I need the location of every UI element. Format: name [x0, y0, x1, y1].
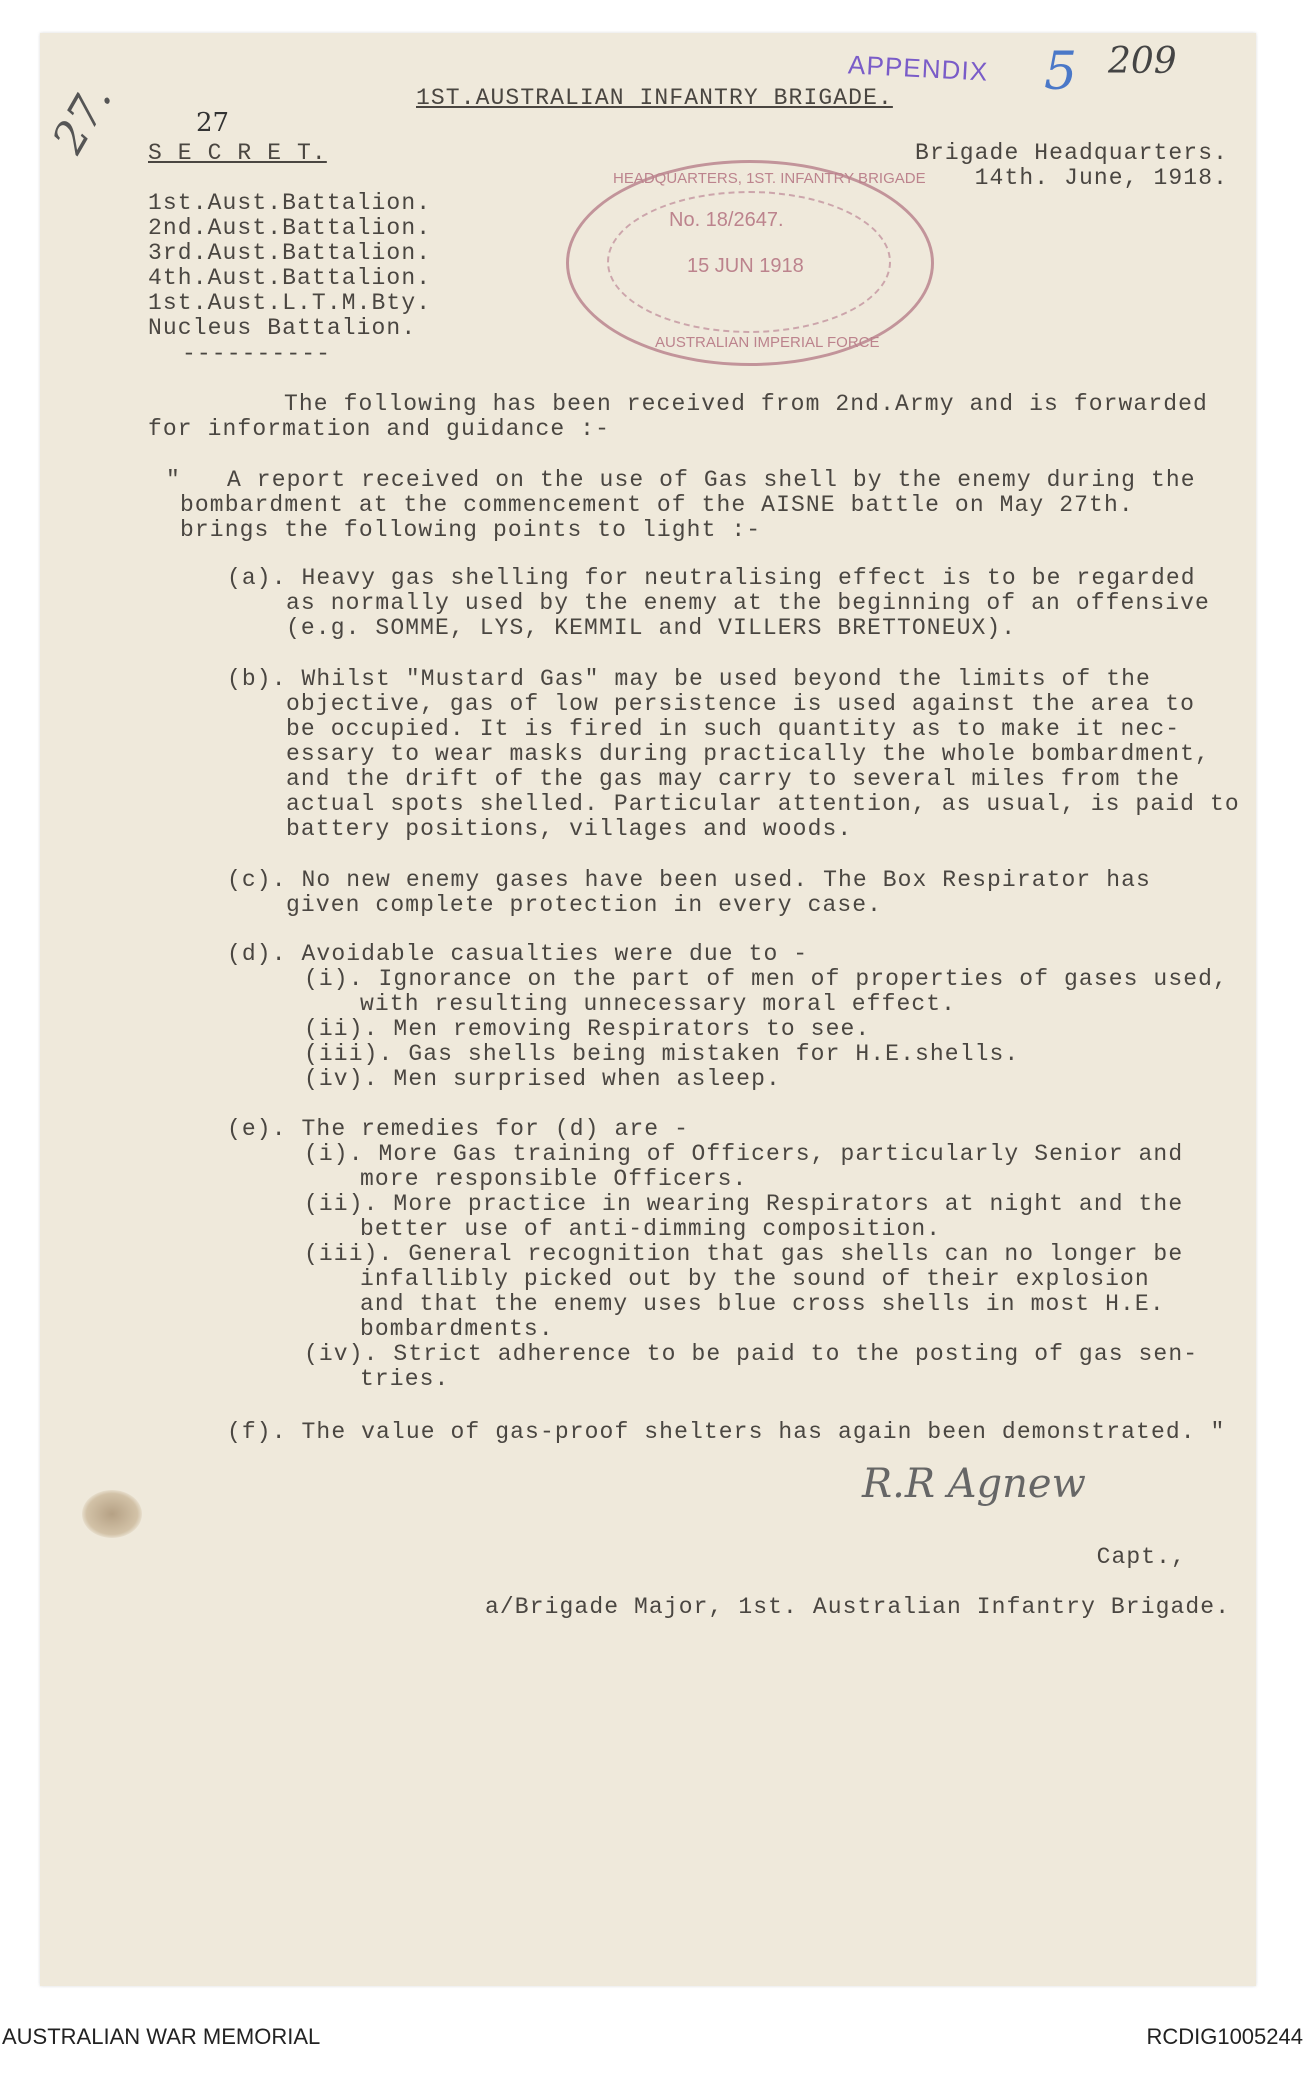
headquarters-stamp — [566, 160, 934, 366]
stamp-number: No. 18/2647. — [669, 209, 784, 231]
addressee: 1st.Aust.Battalion. — [148, 190, 432, 216]
point-e-line: bombardments. — [360, 1316, 554, 1342]
addressee: 3rd.Aust.Battalion. — [148, 240, 432, 266]
rank: Capt., — [1096, 1544, 1186, 1570]
page-number: 209 — [1108, 41, 1177, 82]
appendix-number: 5 — [1044, 42, 1078, 102]
point-a-line: (a). Heavy gas shelling for neutralising effect is to be regarded — [227, 565, 1196, 591]
origin-date: 14th. June, 1918. — [974, 165, 1228, 191]
point-d-line: (d). Avoidable casualties were due to - — [227, 941, 809, 967]
handwritten-small-number: 27 — [196, 108, 230, 138]
origin-line-1: Brigade Headquarters. — [915, 140, 1228, 166]
addressee: 2nd.Aust.Battalion. — [148, 215, 432, 241]
handwritten-number: 27. — [42, 75, 122, 162]
footer-institution: AUSTRALIAN WAR MEMORIAL — [2, 2024, 321, 2049]
point-e-line: (ii). More practice in wearing Respirators at night and the — [304, 1191, 1184, 1217]
point-e-line: (e). The remedies for (d) are - — [227, 1116, 689, 1142]
stamp-date: 15 JUN 1918 — [687, 255, 804, 277]
appendix-stamp: APPENDIX — [847, 49, 990, 87]
point-e-line: tries. — [360, 1366, 450, 1392]
quote-line: bombardment at the commencement of the AISNE battle on May 27th. — [180, 492, 1134, 518]
point-b-line: actual spots shelled. Particular attention, as usual, is paid to — [286, 791, 1240, 817]
paper-stain — [82, 1490, 142, 1538]
document-title: 1ST.AUSTRALIAN INFANTRY BRIGADE. — [416, 85, 893, 111]
point-f-line: (f). The value of gas-proof shelters has again been demonstrated. " — [227, 1419, 1226, 1445]
quote-line: A report received on the use of Gas shell by the enemy during the — [227, 467, 1196, 493]
intro-line: for information and guidance :- — [148, 416, 610, 442]
point-b-line: objective, gas of low persistence is used against the area to — [286, 691, 1196, 717]
point-b-line: battery positions, villages and woods. — [286, 816, 853, 842]
point-d-line: (iii). Gas shells being mistaken for H.E.shells. — [304, 1041, 1020, 1067]
point-d-line: (i). Ignorance on the part of men of properties of gases used, — [304, 966, 1228, 992]
point-b-line: essary to wear masks during practically the whole bombardment, — [286, 741, 1210, 767]
point-b-line: be occupied. It is fired in such quantity as to make it nec- — [286, 716, 1181, 742]
separator: ---------- — [182, 341, 332, 367]
intro-line: The following has been received from 2nd.Army and is forwarded — [284, 391, 1208, 417]
point-c-line: (c). No new enemy gases have been used. The Box Respirator has — [227, 867, 1151, 893]
addressee: Nucleus Battalion. — [148, 315, 417, 341]
point-c-line: given complete protection in every case. — [286, 892, 883, 918]
point-e-line: more responsible Officers. — [360, 1166, 748, 1192]
quote-line: brings the following points to light :- — [180, 517, 762, 543]
stamp-bottom-text: AUSTRALIAN IMPERIAL FORCE — [655, 334, 880, 351]
point-d-line: (ii). Men removing Respirators to see. — [304, 1016, 871, 1042]
point-e-line: better use of anti-dimming composition. — [360, 1216, 942, 1242]
signatory-position: a/Brigade Major, 1st. Australian Infantry Brigade. — [485, 1594, 1231, 1620]
footer-id: RCDIG1005244 — [1146, 2024, 1303, 2049]
point-a-line: as normally used by the enemy at the beginning of an offensive — [286, 590, 1210, 616]
point-d-line: with resulting unnecessary moral effect. — [360, 991, 957, 1017]
addressee: 1st.Aust.L.T.M.Bty. — [148, 290, 432, 316]
addressee: 4th.Aust.Battalion. — [148, 265, 432, 291]
point-e-line: infallibly picked out by the sound of their explosion — [360, 1266, 1150, 1292]
point-e-line: (i). More Gas training of Officers, particularly Senior and — [304, 1141, 1184, 1167]
quote-mark: " — [166, 467, 181, 493]
point-a-line: (e.g. SOMME, LYS, KEMMIL and VILLERS BRETTONEUX). — [286, 615, 1017, 641]
point-e-line: and that the enemy uses blue cross shells in most H.E. — [360, 1291, 1165, 1317]
point-d-line: (iv). Men surprised when asleep. — [304, 1066, 781, 1092]
signature: R.R Agnew — [862, 1461, 1086, 1507]
point-b-line: (b). Whilst "Mustard Gas" may be used beyond the limits of the — [227, 666, 1151, 692]
classification: S E C R E T. — [148, 140, 327, 166]
point-e-line: (iii). General recognition that gas shells can no longer be — [304, 1241, 1184, 1267]
point-b-line: and the drift of the gas may carry to several miles from the — [286, 766, 1181, 792]
point-e-line: (iv). Strict adherence to be paid to the posting of gas sen- — [304, 1341, 1199, 1367]
stamp-top-text: HEADQUARTERS, 1ST. INFANTRY BRIGADE — [613, 170, 926, 187]
